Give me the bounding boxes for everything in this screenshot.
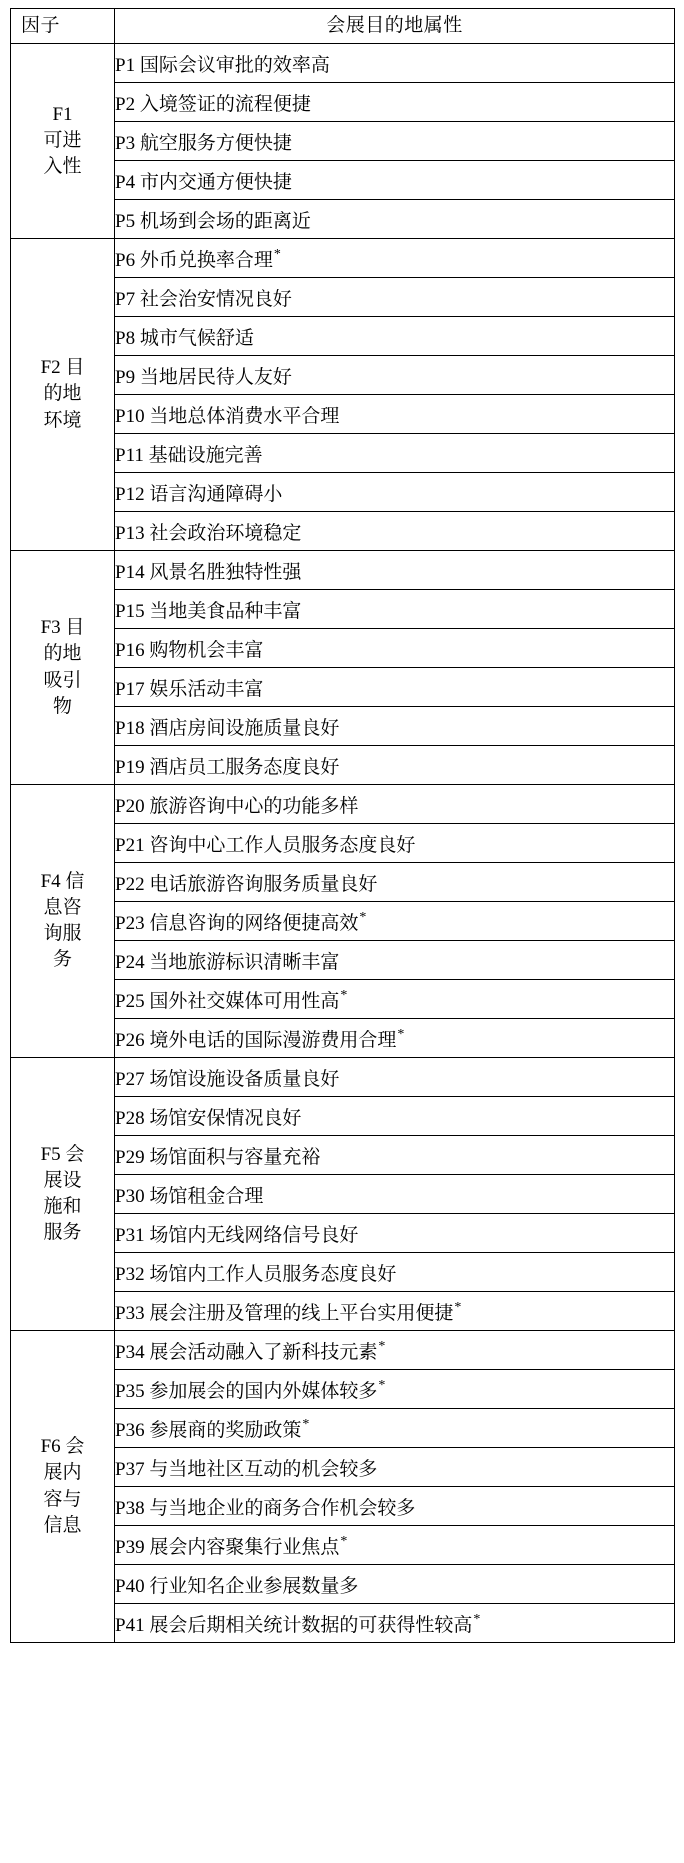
column-header-attribute: 会展目的地属性 [115,9,675,44]
column-header-factor: 因子 [11,9,115,44]
table-body [11,44,675,1643]
attribute-item [115,317,675,356]
attribute-item-text: P41 展会后期相关统计数据的可获得性较高 [115,1614,473,1636]
attribute-item [115,1214,675,1253]
attribute-item [115,200,675,239]
attribute-item [115,1097,675,1136]
attribute-item-text: P21 咨询中心工作人员服务态度良好 [115,834,416,856]
attribute-item-text: P4 市内交通方便快捷 [115,171,292,193]
factor-cell-f3 [11,551,115,785]
attribute-item-text: P30 场馆租金合理 [115,1185,264,1207]
attribute-item [115,161,675,200]
attribute-item-text: P25 国外社交媒体可用性高 [115,990,340,1012]
attribute-item-text: P26 境外电话的国际漫游费用合理 [115,1029,397,1051]
attribute-item-text: P11 基础设施完善 [115,444,263,466]
attribute-item [115,278,675,317]
factor-cell-f6 [11,1331,115,1643]
attribute-item-text: P27 场馆设施设备质量良好 [115,1068,340,1090]
attribute-item-text: P31 场馆内无线网络信号良好 [115,1224,359,1246]
attribute-item-text: P16 购物机会丰富 [115,639,264,661]
attribute-item [115,1604,675,1643]
attribute-item-text: P10 当地总体消费水平合理 [115,405,340,427]
factor-label: F1 可进入性 [43,103,82,178]
attribute-item [115,1292,675,1331]
footnote-star-icon: * [340,1534,348,1550]
attribute-item-text: P40 行业知名企业参展数量多 [115,1575,359,1597]
attribute-item [115,1565,675,1604]
attribute-item [115,1019,675,1058]
footnote-star-icon: * [473,1612,481,1628]
attribute-item [115,473,675,512]
attribute-item [115,824,675,863]
convention-destination-attributes-table [10,8,675,1643]
attribute-item-text: P12 语言沟通障碍小 [115,483,283,505]
attribute-item-text: P29 场馆面积与容量充裕 [115,1146,321,1168]
attribute-item [115,1253,675,1292]
factor-label: F4 信息咨询服务 [40,870,85,971]
attribute-item-text: P28 场馆安保情况良好 [115,1107,302,1129]
attribute-item-text: P39 展会内容聚集行业焦点 [115,1536,340,1558]
attribute-item-text: P19 酒店员工服务态度良好 [115,756,340,778]
attribute-item [115,434,675,473]
attribute-item-text: P9 当地居民待人友好 [115,366,292,388]
attribute-item-text: P32 场馆内工作人员服务态度良好 [115,1263,397,1285]
attribute-item [115,395,675,434]
attribute-item [115,668,675,707]
factor-label: F3 目的地吸引物 [40,617,85,717]
attribute-item [115,1175,675,1214]
factor-cell-f4 [11,785,115,1058]
factor-cell-f2 [11,239,115,551]
attribute-item [115,1448,675,1487]
footnote-star-icon: * [397,1027,405,1043]
attribute-item [115,746,675,785]
attribute-item-text: P38 与当地企业的商务合作机会较多 [115,1497,416,1519]
table-header-row [11,9,675,44]
factor-cell-f1 [11,44,115,239]
table-row [11,44,675,83]
table-header [11,9,675,44]
attribute-item-text: P6 外币兑换率合理 [115,249,273,271]
footnote-star-icon: * [359,910,367,926]
attribute-item [115,44,675,83]
attribute-item [115,902,675,941]
attribute-item [115,707,675,746]
table-row [11,1331,675,1370]
attribute-item-text: P15 当地美食品种丰富 [115,600,302,622]
attribute-item-text: P14 风景名胜独特性强 [115,561,302,583]
attribute-item [115,980,675,1019]
attribute-item [115,1487,675,1526]
attribute-item [115,83,675,122]
factor-cell-f5 [11,1058,115,1331]
attribute-item-text: P3 航空服务方便快捷 [115,132,292,154]
footnote-star-icon: * [454,1300,462,1316]
attribute-item-text: P23 信息咨询的网络便捷高效 [115,912,359,934]
attribute-item-text: P20 旅游咨询中心的功能多样 [115,795,359,817]
factor-label: F2 目的地环境 [40,357,85,431]
footnote-star-icon: * [378,1378,386,1394]
attribute-item [115,239,675,278]
attribute-item-text: P22 电话旅游咨询服务质量良好 [115,873,378,895]
attribute-item-text: P24 当地旅游标识清晰丰富 [115,951,340,973]
attribute-item-text: P35 参加展会的国内外媒体较多 [115,1380,378,1402]
attribute-item-text: P13 社会政治环境稳定 [115,522,302,544]
attribute-item [115,1409,675,1448]
attribute-item-text: P2 入境签证的流程便捷 [115,93,311,115]
attribute-item-text: P36 参展商的奖励政策 [115,1419,302,1441]
table-row [11,239,675,278]
attribute-item-text: P37 与当地社区互动的机会较多 [115,1458,378,1480]
factor-label: F5 会展设施和服务 [40,1143,85,1244]
table-row [11,1058,675,1097]
footnote-star-icon: * [378,1339,386,1355]
attribute-item-text: P34 展会活动融入了新科技元素 [115,1341,378,1363]
footnote-star-icon: * [302,1417,310,1433]
attribute-item [115,122,675,161]
attribute-item-text: P33 展会注册及管理的线上平台实用便捷 [115,1302,454,1324]
attribute-item [115,863,675,902]
attribute-item [115,1370,675,1409]
footnote-star-icon: * [340,988,348,1004]
attribute-item-text: P5 机场到会场的距离近 [115,210,311,232]
attribute-item [115,1136,675,1175]
attribute-item-text: P17 娱乐活动丰富 [115,678,264,700]
attribute-item-text: P8 城市气候舒适 [115,327,254,349]
attribute-item-text: P1 国际会议审批的效率高 [115,54,330,76]
attribute-item [115,1526,675,1565]
factor-label: F6 会展内容与信息 [40,1436,85,1536]
attribute-item [115,356,675,395]
attribute-item-text: P7 社会治安情况良好 [115,288,292,310]
attribute-item [115,941,675,980]
table-row [11,551,675,590]
table-row [11,785,675,824]
attribute-item [115,551,675,590]
attribute-item [115,629,675,668]
footnote-star-icon: * [273,247,281,263]
attribute-item [115,1331,675,1370]
attribute-item [115,1058,675,1097]
attribute-item [115,590,675,629]
attribute-item [115,512,675,551]
attribute-item-text: P18 酒店房间设施质量良好 [115,717,340,739]
attribute-item [115,785,675,824]
